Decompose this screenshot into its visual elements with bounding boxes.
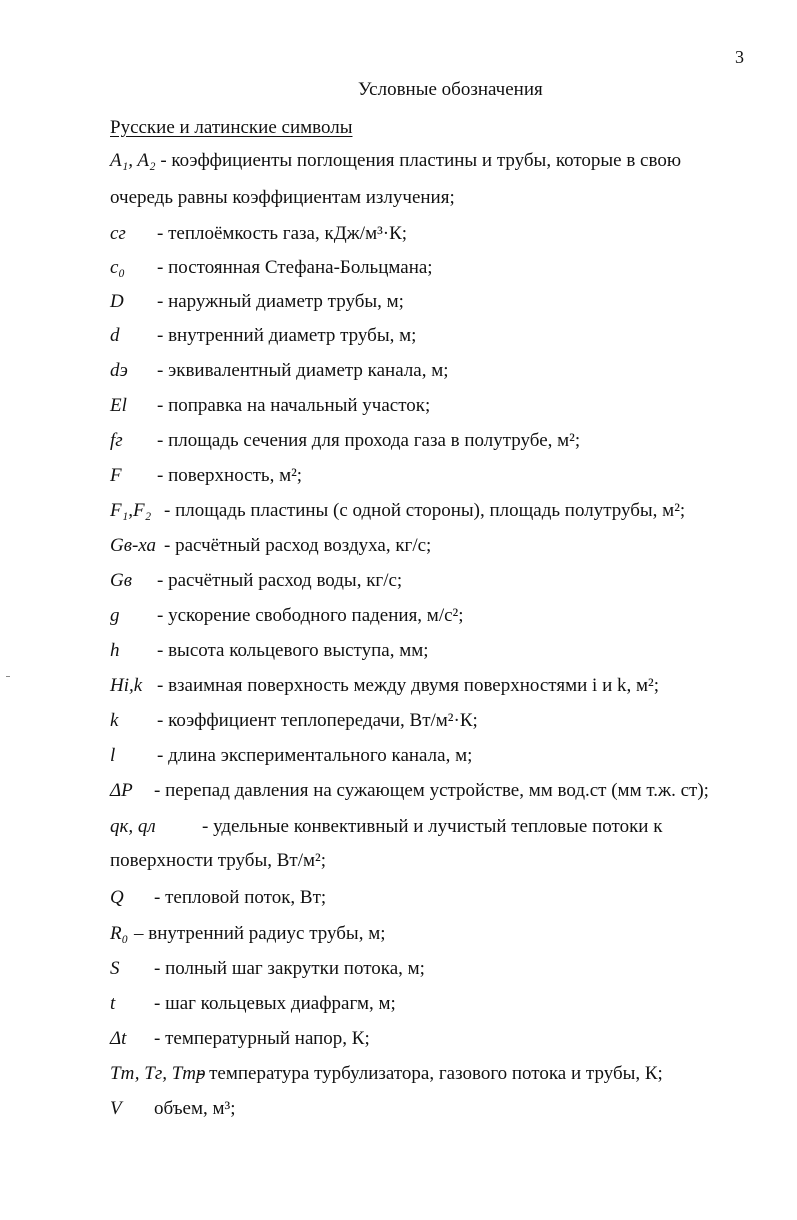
symbol: k: [110, 710, 119, 731]
symbol-description: - наружный диаметр трубы, м;: [157, 291, 404, 312]
symbol: c₀: [110, 257, 126, 278]
page-number: 3: [735, 47, 744, 67]
symbol: F₁,F₂: [110, 500, 152, 521]
symbol-description: - площадь пластины (с одной стороны), площадь полутрубы, м²;: [164, 500, 686, 521]
page-title: Условные обозначения: [358, 79, 543, 100]
symbol: Q: [110, 887, 124, 908]
symbol-description: объем, м³;: [154, 1098, 236, 1119]
symbol-description: – внутренний радиус трубы, м;: [134, 923, 386, 944]
symbol: S: [110, 958, 120, 979]
symbol: qк, qл: [110, 816, 156, 837]
symbol-description: - взаимная поверхность между двумя поверхностями i и k, м²;: [157, 675, 659, 696]
symbol-description: - расчётный расход воды, кг/с;: [157, 570, 403, 591]
symbol: Hi,k: [110, 675, 143, 696]
symbol-description: - эквивалентный диаметр канала, м;: [157, 360, 449, 381]
symbol-description: - поверхность, м²;: [157, 465, 303, 486]
symbol: g: [110, 605, 120, 626]
symbol-description: - постоянная Стефана-Больцмана;: [157, 257, 433, 278]
heat-flux-continuation: поверхности трубы, Вт/м²;: [110, 850, 326, 871]
symbol: ΔP: [110, 780, 133, 801]
symbol: Gв-ха: [110, 535, 156, 556]
symbol: El: [110, 395, 127, 416]
symbol-description: - расчётный расход воздуха, кг/с;: [164, 535, 432, 556]
symbol-description: - температурный напор, К;: [154, 1028, 370, 1049]
intro-symbol: A₁, A₂: [110, 150, 156, 171]
intro-text-1: - коэффициенты поглощения пластины и трубы, которые в свою: [155, 150, 682, 171]
section-heading: Русские и латинские символы: [110, 117, 353, 138]
symbol-description: - полный шаг закрутки потока, м;: [154, 958, 425, 979]
symbol: dэ: [110, 360, 128, 381]
symbol: fг: [110, 430, 123, 451]
symbol-description: - шаг кольцевых диафрагм, м;: [154, 993, 396, 1014]
symbol-description: - тепловой поток, Вт;: [154, 887, 327, 908]
symbol: Δt: [110, 1028, 127, 1049]
symbol-description: - длина экспериментального канала, м;: [157, 745, 473, 766]
symbol: h: [110, 640, 120, 661]
scan-artifact-dot: [6, 676, 10, 677]
intro-line-1: [110, 150, 681, 172]
symbol: D: [110, 291, 124, 312]
symbol-description: - теплоёмкость газа, кДж/м³·К;: [157, 223, 408, 244]
intro-line-2: очередь равны коэффициентам излучения;: [110, 187, 455, 208]
symbol: Tт, Tг, Tтр: [110, 1063, 206, 1084]
symbol: Gв: [110, 570, 132, 591]
symbol-description: - удельные конвективный и лучистый тепловые потоки к: [202, 816, 663, 837]
symbol-description: - температура турбулизатора, газового потока и трубы, К;: [198, 1063, 663, 1084]
symbol: t: [110, 993, 116, 1014]
symbol-description: - перепад давления на сужающем устройстве, мм вод.ст (мм т.ж. ст);: [154, 780, 709, 801]
symbol: R₀: [110, 923, 129, 944]
symbol: F: [110, 465, 122, 486]
symbol-description: - площадь сечения для прохода газа в полутрубе, м²;: [157, 430, 581, 451]
symbol: d: [110, 325, 120, 346]
symbol: V: [110, 1098, 122, 1119]
symbol-description: - внутренний диаметр трубы, м;: [157, 325, 417, 346]
symbol: cг: [110, 223, 126, 244]
symbol-description: - коэффициент теплопередачи, Вт/м²·К;: [157, 710, 478, 731]
symbol: l: [110, 745, 116, 766]
symbol-description: - ускорение свободного падения, м/с²;: [157, 605, 464, 626]
symbol-description: - высота кольцевого выступа, мм;: [157, 640, 429, 661]
symbol-description: - поправка на начальный участок;: [157, 395, 431, 416]
